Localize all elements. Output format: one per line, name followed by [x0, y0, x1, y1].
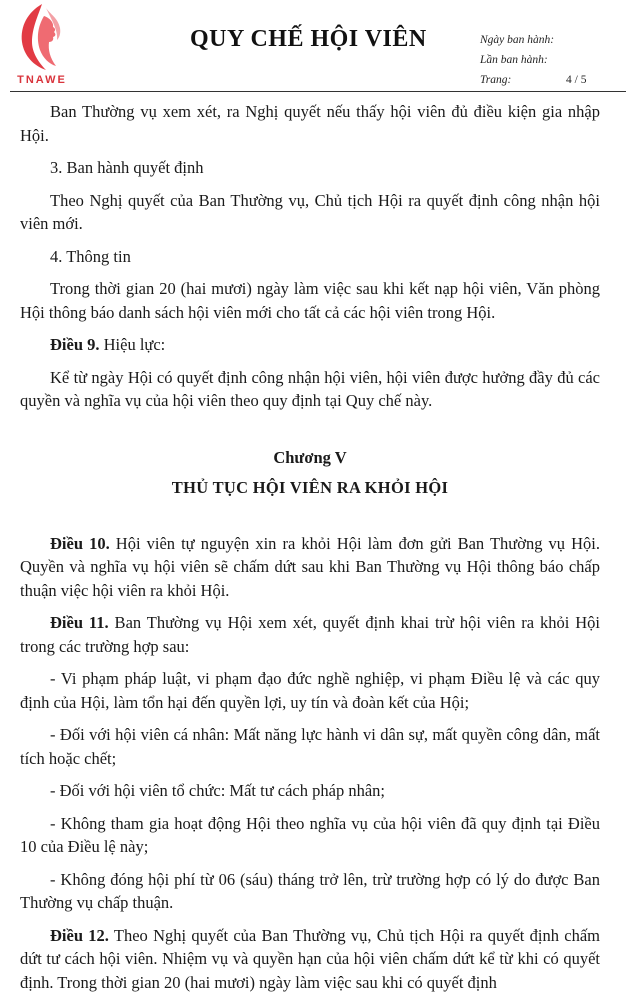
article-text: Theo Nghị quyết của Ban Thường vụ, Chủ tịch Hội ra quyết định chấm dứt tư cách hội viên. Nhiệm vụ và quyền hạn của hội viên chấm dứt kể từ khi có quyết định. Trong thời gian 20 (hai mươi) ngày làm việc sau khi có quyết định: [20, 925, 601, 992]
paragraph: Ban Thường vụ xem xét, ra Nghị quyết nếu thấy hội viên đủ điều kiện gia nhập Hội.: [20, 102, 600, 145]
document-meta: [480, 34, 630, 94]
chapter-title: THỦ TỤC HỘI VIÊN RA KHỎI HỘI: [171, 478, 449, 497]
chapter-number: Chương V: [273, 447, 347, 467]
article-label: Điều 11.: [50, 613, 109, 632]
document-body: [20, 100, 600, 1003]
list-item: - Đối với hội viên cá nhân: Mất năng lực hành vi dân sự, mất quyền công dân, mất tích hoặc chết;: [20, 725, 600, 768]
article-text: Ban Thường vụ Hội xem xét, quyết định khai trừ hội viên ra khỏi Hội trong các trường hợp sau:: [20, 613, 600, 656]
article-label: Điều 12.: [50, 925, 109, 945]
section-heading: 4. Thông tin: [50, 246, 131, 266]
revision-label: Lần ban hành:: [480, 54, 548, 66]
list-item: - Không tham gia hoạt động Hội theo nghĩa vụ của hội viên đã quy định tại Điều 10 của Điều lệ này;: [20, 813, 600, 856]
list-item: - Không đóng hội phí từ 06 (sáu) tháng trở lên, trừ trường hợp có lý do được Ban Thường vụ chấp thuận.: [20, 869, 600, 912]
list-item: - Vi phạm pháp luật, vi phạm đạo đức nghề nghiệp, vi phạm Điều lệ và các quy định của Hội, làm tổn hại đến quyền lợi, uy tín và đoàn kết của Hội;: [20, 669, 600, 712]
article-title: Hiệu lực:: [99, 335, 166, 354]
logo-text: TNAWE: [17, 74, 67, 86]
page-label: Trang:: [480, 74, 512, 86]
header-divider: [10, 91, 626, 92]
section-heading: 3. Ban hành quyết định: [50, 158, 204, 177]
paragraph: Kể từ ngày Hội có quyết định công nhận hội viên, hội viên được hưởng đầy đủ các quyền và nghĩa vụ của hội viên theo quy định tại Quy chế này.: [20, 367, 600, 410]
list-item: - Đối với hội viên tổ chức: Mất tư cách pháp nhân;: [50, 781, 385, 800]
document-title: QUY CHẾ HỘI VIÊN: [190, 26, 427, 52]
article-label: Điều 9.: [50, 335, 100, 354]
article-text: Hội viên tự nguyện xin ra khỏi Hội làm đơn gửi Ban Thường vụ Hội. Quyền và nghĩa vụ hội viên sẽ chấm dứt sau khi Ban Thường vụ Hội thông báo chấp thuận việc hội viên ra khỏi Hội.: [20, 533, 600, 600]
revision-row: [480, 54, 630, 74]
organization-logo: [10, 2, 72, 92]
page-header: [0, 0, 640, 92]
article-label: Điều 10.: [50, 533, 110, 553]
woman-profile-logo-icon: [16, 2, 66, 74]
article-11: [20, 611, 600, 658]
issue-date-row: [480, 34, 630, 54]
issue-date-label: Ngày ban hành:: [480, 34, 555, 46]
article-12: [20, 924, 600, 995]
paragraph: Theo Nghị quyết của Ban Thường vụ, Chủ tịch Hội ra quyết định công nhận hội viên mới.: [20, 190, 600, 233]
article-9-heading: [20, 333, 600, 357]
paragraph: Trong thời gian 20 (hai mươi) ngày làm việc sau khi kết nạp hội viên, Văn phòng Hội thông báo danh sách hội viên mới cho tất cả các hội viên trong Hội.: [20, 279, 600, 322]
article-10: [20, 532, 600, 603]
page-number: 4 / 5: [566, 74, 587, 86]
